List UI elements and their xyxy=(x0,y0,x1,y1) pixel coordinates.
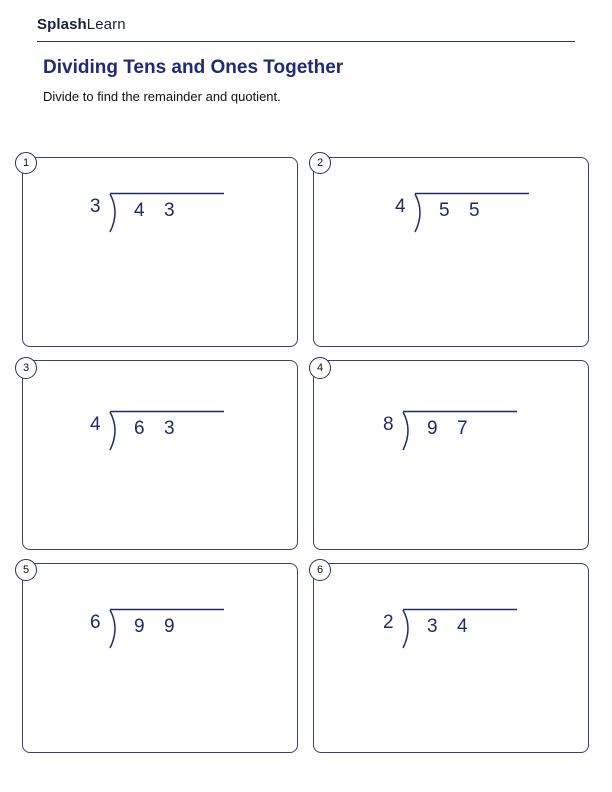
dividend xyxy=(439,200,499,222)
dividend-ones-digit: 3 xyxy=(164,200,177,221)
problem-number-badge: 1 xyxy=(15,152,37,174)
divisor: 2 xyxy=(383,612,394,633)
brand-logo xyxy=(37,16,126,33)
dividend-ones-digit: 4 xyxy=(457,616,470,637)
problem-number-badge: 6 xyxy=(309,559,331,581)
page-title: Dividing Tens and Ones Together xyxy=(43,57,344,78)
dividend-ones-digit: 7 xyxy=(457,418,470,439)
problem-number-badge: 2 xyxy=(309,152,331,174)
dividend-tens-digit: 6 xyxy=(134,418,147,439)
long-division-problem xyxy=(395,190,555,240)
divisor: 3 xyxy=(90,196,101,217)
long-division-problem xyxy=(383,408,543,458)
dividend-tens-digit: 5 xyxy=(439,200,452,221)
dividend xyxy=(427,616,487,638)
divisor: 4 xyxy=(395,196,406,217)
dividend-tens-digit: 3 xyxy=(427,616,440,637)
dividend-ones-digit: 9 xyxy=(164,616,177,637)
dividend xyxy=(134,418,194,440)
divisor: 4 xyxy=(90,414,101,435)
problem-card-6[interactable] xyxy=(313,563,589,753)
header-divider xyxy=(37,41,575,42)
long-division-problem xyxy=(383,606,543,656)
dividend xyxy=(134,200,194,222)
dividend-tens-digit: 9 xyxy=(134,616,147,637)
problem-number-badge: 5 xyxy=(15,559,37,581)
instructions: Divide to find the remainder and quotient. xyxy=(43,89,281,104)
dividend-tens-digit: 4 xyxy=(134,200,147,221)
problem-number-badge: 4 xyxy=(309,357,331,379)
problem-card-1[interactable] xyxy=(22,157,298,347)
problem-card-5[interactable] xyxy=(22,563,298,753)
problem-card-2[interactable] xyxy=(313,157,589,347)
long-division-problem xyxy=(90,606,250,656)
long-division-problem xyxy=(90,408,250,458)
long-division-problem xyxy=(90,190,250,240)
dividend xyxy=(134,616,194,638)
dividend-ones-digit: 5 xyxy=(469,200,482,221)
brand-logo-splash: Splash xyxy=(37,16,87,33)
dividend-ones-digit: 3 xyxy=(164,418,177,439)
dividend-tens-digit: 9 xyxy=(427,418,440,439)
divisor: 6 xyxy=(90,612,101,633)
brand-logo-learn: Learn xyxy=(86,16,126,33)
dividend xyxy=(427,418,487,440)
divisor: 8 xyxy=(383,414,394,435)
problem-number-badge: 3 xyxy=(15,357,37,379)
